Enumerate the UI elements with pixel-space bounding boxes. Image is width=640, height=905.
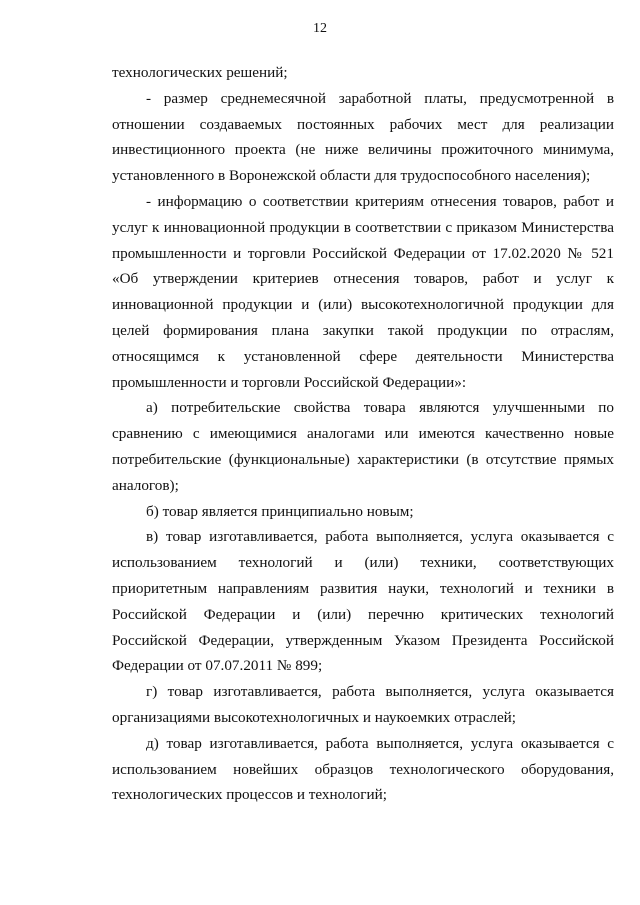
document-body [112,60,614,808]
page-number: 12 [313,21,327,36]
paragraph-continuation: технологических решений; [112,64,288,81]
paragraph-item-a: а) потребительские свойства товара являются улучшенными по сравнению с имеющимися аналогами или имеются качественно новые потребительские (функциональные) характеристики (в отсутствие прямых аналогов); [112,399,614,494]
paragraph-innovation-criteria: - информацию о соответствии критериям отнесения товаров, работ и услуг к инновационной продукции в соответствии с приказом Министерства промышленности и торговли Российской Федерации от 17.02.2020 № 521 «Об утверждении критериев отнесения товаров, работ и услуг к инновационной продукции и (или) высокотехнологичной продукции для целей формирования плана закупки такой продукции по отраслям, относящимся к установленной сфере деятельности Министерства промышленности и торговли Российской Федерации»: [112,192,614,391]
paragraph-item-v: в) товар изготавливается, работа выполняется, услуга оказывается с использованием технологий и (или) техники, соответствующих приоритетным направлениям развития науки, технологий и техники в Российской Федерации и (или) перечню критических технологий Российской Федерации, утвержденным Указом Президента Российской Федерации от 07.07.2011 № 899; [112,528,614,675]
paragraph-salary: - размер среднемесячной заработной платы, предусмотренной в отношении создаваемых постоянных рабочих мест для реализации инвестиционного проекта (не ниже величины прожиточного минимума, установленного в Воронежской области для трудоспособного населения); [112,89,614,185]
paragraph-item-b: б) товар является принципиально новым; [146,502,414,520]
paragraph-item-d: д) товар изготавливается, работа выполняется, услуга оказывается с использованием новейших образцов технологического оборудования, технологических процессов и технологий; [112,734,614,804]
paragraph-item-g: г) товар изготавливается, работа выполняется, услуга оказывается организациями высокотехнологичных и наукоемких отраслей; [112,683,614,726]
